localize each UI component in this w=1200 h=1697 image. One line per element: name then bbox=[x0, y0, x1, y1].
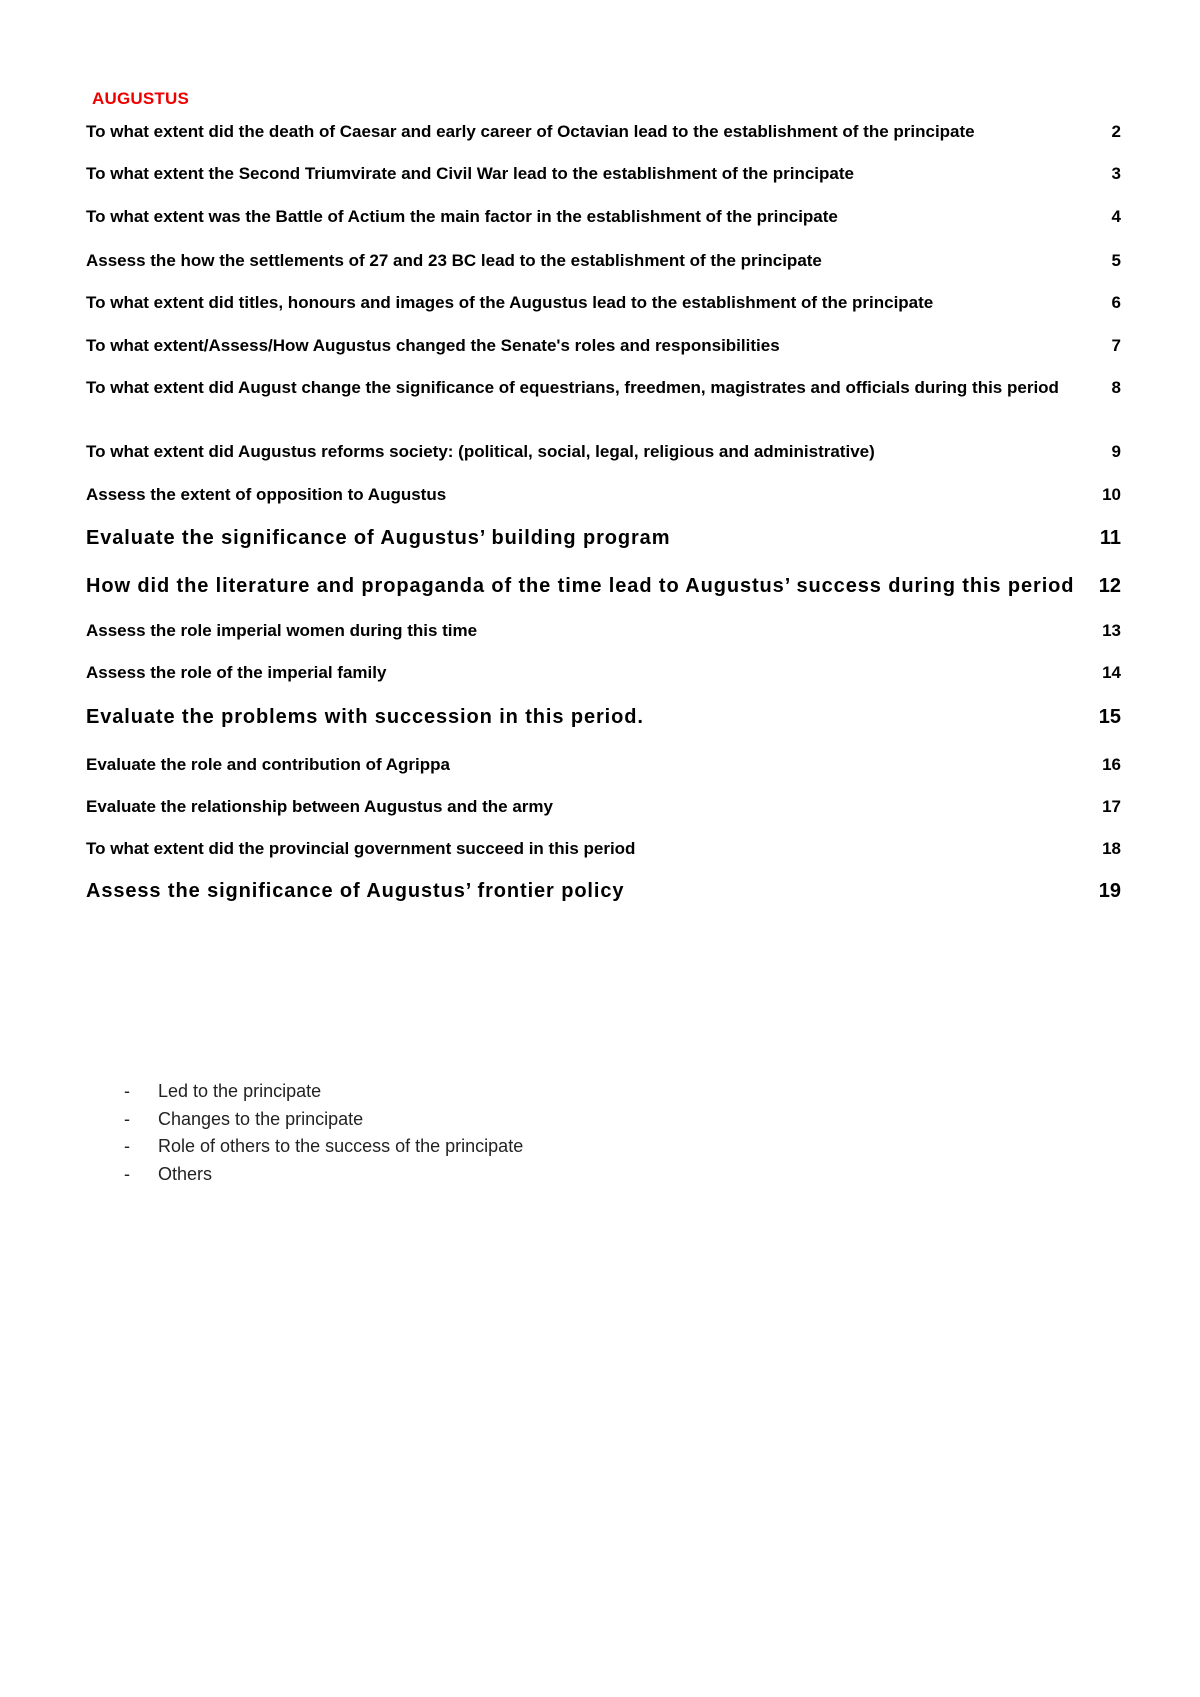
list-item bbox=[124, 1133, 523, 1161]
toc-entry bbox=[86, 484, 1121, 506]
toc-entry bbox=[86, 292, 1121, 314]
toc-entry-text: Assess the role of the imperial family bbox=[86, 663, 387, 682]
toc-entry-page: 18 bbox=[1102, 839, 1121, 858]
list-item-text: Led to the principate bbox=[158, 1081, 322, 1101]
toc-entry-page: 4 bbox=[1111, 207, 1121, 226]
list-bullet: - bbox=[124, 1081, 130, 1101]
toc-entry bbox=[86, 620, 1121, 642]
toc-entry-page: 10 bbox=[1102, 485, 1121, 504]
list-bullet: - bbox=[124, 1136, 130, 1156]
toc-entry-page: 19 bbox=[1098, 880, 1121, 902]
toc-entry-page: 8 bbox=[1111, 378, 1121, 397]
toc-entry-text: To what extent/Assess/How Augustus changed the Senate's roles and responsibilities bbox=[86, 336, 780, 355]
toc-entry-page: 9 bbox=[1111, 442, 1121, 461]
notes-list bbox=[124, 1078, 523, 1188]
list-item-text: Others bbox=[158, 1163, 213, 1184]
toc-entry-page: 7 bbox=[1111, 336, 1121, 355]
toc-entry-page: 14 bbox=[1102, 663, 1121, 682]
toc-entry bbox=[86, 575, 1121, 597]
toc-entry-text: To what extent did Augustus reforms society: (political, social, legal, religious and administrative) bbox=[86, 442, 875, 461]
toc-entry-page: 12 bbox=[1098, 575, 1121, 597]
toc-entry-text: Evaluate the problems with succession in this period. bbox=[86, 706, 644, 728]
toc-entry-page: 2 bbox=[1111, 122, 1121, 141]
toc-entry-text: Evaluate the relationship between Augustus and the army bbox=[86, 797, 553, 816]
toc-entry-text: Assess the role imperial women during this time bbox=[86, 621, 478, 640]
toc-entry bbox=[86, 838, 1121, 860]
toc-entry bbox=[86, 121, 1121, 143]
toc-entry bbox=[86, 706, 1121, 728]
toc-entry bbox=[86, 441, 1121, 463]
toc-entry-page: 16 bbox=[1102, 755, 1121, 774]
toc-entry bbox=[86, 250, 1121, 272]
toc-entry-text: Assess the how the settlements of 27 and 23 BC lead to the establishment of the principate bbox=[86, 251, 822, 270]
list-item bbox=[124, 1078, 523, 1106]
toc-entry bbox=[86, 335, 1121, 357]
list-item-text: Changes to the principate bbox=[158, 1108, 364, 1129]
toc-entry-text: To what extent did titles, honours and images of the Augustus lead to the establishment of the principate bbox=[86, 293, 934, 312]
toc-entry-text: To what extent the Second Triumvirate and Civil War lead to the establishment of the principate bbox=[86, 164, 854, 183]
document-title: AUGUSTUS bbox=[92, 89, 189, 108]
toc-entry-text: Assess the extent of opposition to Augustus bbox=[86, 485, 447, 504]
toc-entry-page: 3 bbox=[1111, 164, 1121, 183]
toc-entry-text: To what extent did August change the significance of equestrians, freedmen, magistrates and officials during this period bbox=[86, 378, 1059, 397]
list-bullet: - bbox=[124, 1108, 130, 1129]
toc-entry-page: 17 bbox=[1102, 797, 1121, 816]
toc-entry bbox=[86, 754, 1121, 776]
toc-entry-text: To what extent did the death of Caesar and early career of Octavian lead to the establishment of the principate bbox=[86, 122, 975, 141]
toc-entry-page: 15 bbox=[1098, 706, 1121, 728]
toc-entry bbox=[86, 880, 1121, 902]
toc-entry bbox=[86, 377, 1121, 399]
toc-entry-text: Evaluate the significance of Augustus’ building program bbox=[86, 527, 671, 549]
toc-entry-page: 11 bbox=[1099, 527, 1121, 549]
list-item bbox=[124, 1106, 523, 1134]
list-bullet: - bbox=[124, 1163, 130, 1184]
toc-entry-text: How did the literature and propaganda of the time lead to Augustus’ success during this period bbox=[86, 575, 1075, 597]
toc-entry-page: 13 bbox=[1102, 621, 1121, 640]
toc-entry-page: 6 bbox=[1111, 293, 1121, 312]
toc-entry bbox=[86, 527, 1121, 549]
toc-entry-text: Evaluate the role and contribution of Agrippa bbox=[86, 755, 450, 774]
toc-entry bbox=[86, 796, 1121, 818]
toc-entry bbox=[86, 662, 1121, 684]
toc-entry-page: 5 bbox=[1111, 251, 1121, 270]
toc-entry-text: Assess the significance of Augustus’ frontier policy bbox=[86, 880, 625, 902]
toc-entry-text: To what extent was the Battle of Actium the main factor in the establishment of the principate bbox=[86, 207, 838, 226]
toc-entry bbox=[86, 206, 1121, 228]
list-item bbox=[124, 1161, 523, 1189]
list-item-text: Role of others to the success of the principate bbox=[158, 1136, 524, 1156]
toc-entry bbox=[86, 163, 1121, 185]
toc-entry-text: To what extent did the provincial government succeed in this period bbox=[86, 839, 636, 858]
